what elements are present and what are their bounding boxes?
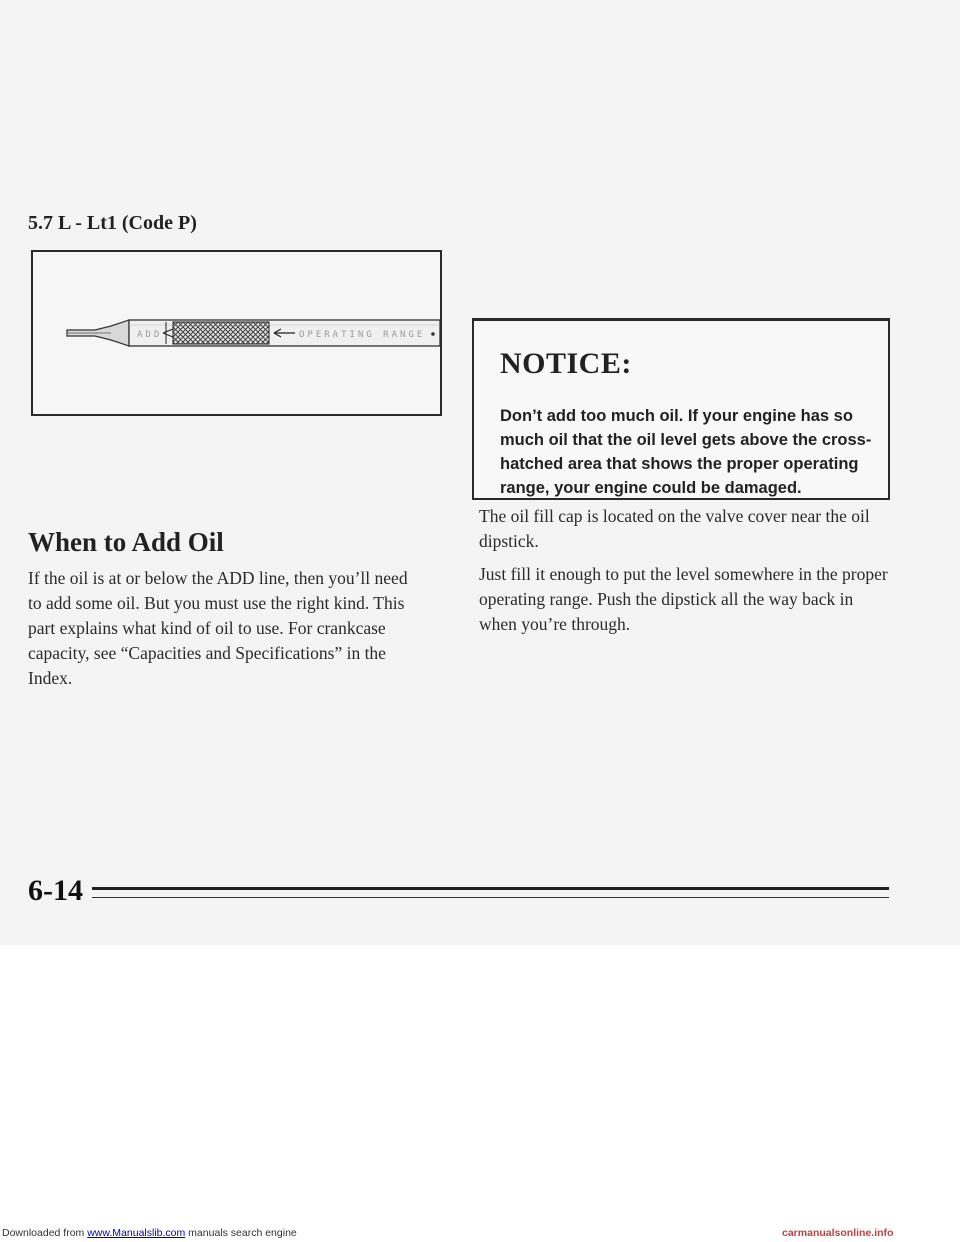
page-number: 6-14 bbox=[28, 874, 83, 907]
download-source bbox=[2, 1227, 297, 1239]
operating-range-label: OPERATING RANGE bbox=[299, 330, 426, 340]
download-prefix: Downloaded from bbox=[2, 1227, 88, 1239]
right-paragraph-2: Just fill it enough to put the level somewhere in the proper operating range. Push the dipstick all the way back in when you’re through. bbox=[479, 564, 888, 634]
add-label: ADD bbox=[137, 330, 163, 340]
section-label: 5.7 L - Lt1 (Code P) bbox=[28, 212, 197, 234]
footer-rule-thick bbox=[92, 887, 889, 890]
watermark: carmanualsonline.info bbox=[782, 1227, 894, 1239]
dipstick-illustration bbox=[33, 252, 440, 414]
manualslib-link[interactable]: www.Manualslib.com bbox=[87, 1227, 186, 1239]
notice-text: Don’t add too much oil. If your engine has so much oil that the oil level gets above the cross-hatched area that shows the proper operating range, your engine could be damaged. bbox=[500, 407, 872, 497]
notice-title: NOTICE: bbox=[500, 347, 632, 380]
dipstick-figure bbox=[31, 250, 442, 416]
footer-rule-thin bbox=[92, 897, 889, 898]
left-paragraph: If the oil is at or below the ADD line, then you’ll need to add some oil. But you must use the right kind. This part explains what kind of oil to use. For crankcase capacity, see “Capacities and Specifications” in the Index. bbox=[28, 568, 408, 688]
download-suffix: manuals search engine bbox=[185, 1227, 297, 1239]
notice-box bbox=[472, 318, 890, 500]
section-heading: When to Add Oil bbox=[28, 527, 224, 557]
download-bar bbox=[0, 1224, 960, 1242]
right-paragraph-1: The oil fill cap is located on the valve cover near the oil dipstick. bbox=[479, 506, 870, 551]
